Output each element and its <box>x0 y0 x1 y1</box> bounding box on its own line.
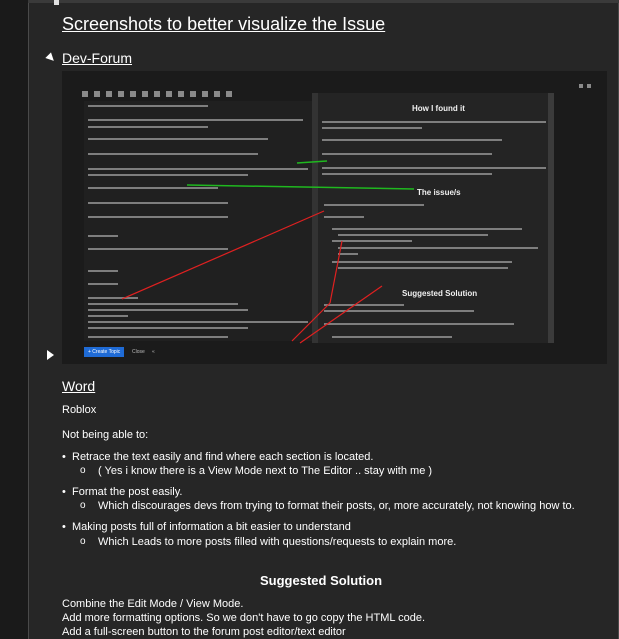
solution-heading: Suggested Solution <box>260 573 383 588</box>
close-link: Close <box>132 349 145 355</box>
bullet-text: Retrace the text easily and find where each section is located. <box>72 451 374 463</box>
solution-line: Combine the Edit Mode / View Mode. <box>62 598 244 610</box>
section-heading-dev-forum[interactable]: Dev-Forum <box>62 50 133 66</box>
sub-bullet-icon: o <box>80 465 86 476</box>
bullet-icon: • <box>62 451 66 463</box>
section-heading-word[interactable]: Word <box>62 378 96 394</box>
sub-bullet-text: Which discourages devs from trying to format their posts, or, more accurately, not knowing how to. <box>98 500 575 512</box>
page-top-edge <box>28 0 619 3</box>
dev-forum-screenshot <box>62 71 607 364</box>
word-intro-text: Not being able to: <box>62 429 149 441</box>
preview-heading: How I found it <box>412 104 465 113</box>
preview-heading: Suggested Solution <box>402 289 478 298</box>
bullet-marker <box>54 0 59 5</box>
bullet-text: Format the post easily. <box>72 486 183 498</box>
create-topic-button: + Create Topic <box>84 347 124 357</box>
bullet-icon: • <box>62 486 66 498</box>
left-gutter <box>0 0 28 639</box>
page-title: Screenshots to better visualize the Issue <box>62 14 386 34</box>
sub-bullet-icon: o <box>80 536 86 547</box>
collapse-arrow-icon[interactable] <box>47 350 54 360</box>
sub-bullet-text: ( Yes i know there is a View Mode next to The Editor .. stay with me ) <box>98 465 433 477</box>
word-roblox-text: Roblox <box>62 404 97 416</box>
collapse-icon: « <box>152 349 155 355</box>
sub-bullet-icon: o <box>80 500 86 511</box>
solution-line: Add a full-screen button to the forum post editor/text editor <box>62 626 346 638</box>
bullet-text: Making posts full of information a bit easier to understand <box>72 521 351 533</box>
annotation-overlay <box>62 71 607 364</box>
sub-bullet-text: Which Leads to more posts filled with questions/requests to explain more. <box>98 536 457 548</box>
preview-heading: The issue/s <box>417 188 461 197</box>
bullet-icon: • <box>62 521 66 533</box>
solution-line: Add more formatting options. So we don't have to go copy the HTML code. <box>62 612 426 624</box>
